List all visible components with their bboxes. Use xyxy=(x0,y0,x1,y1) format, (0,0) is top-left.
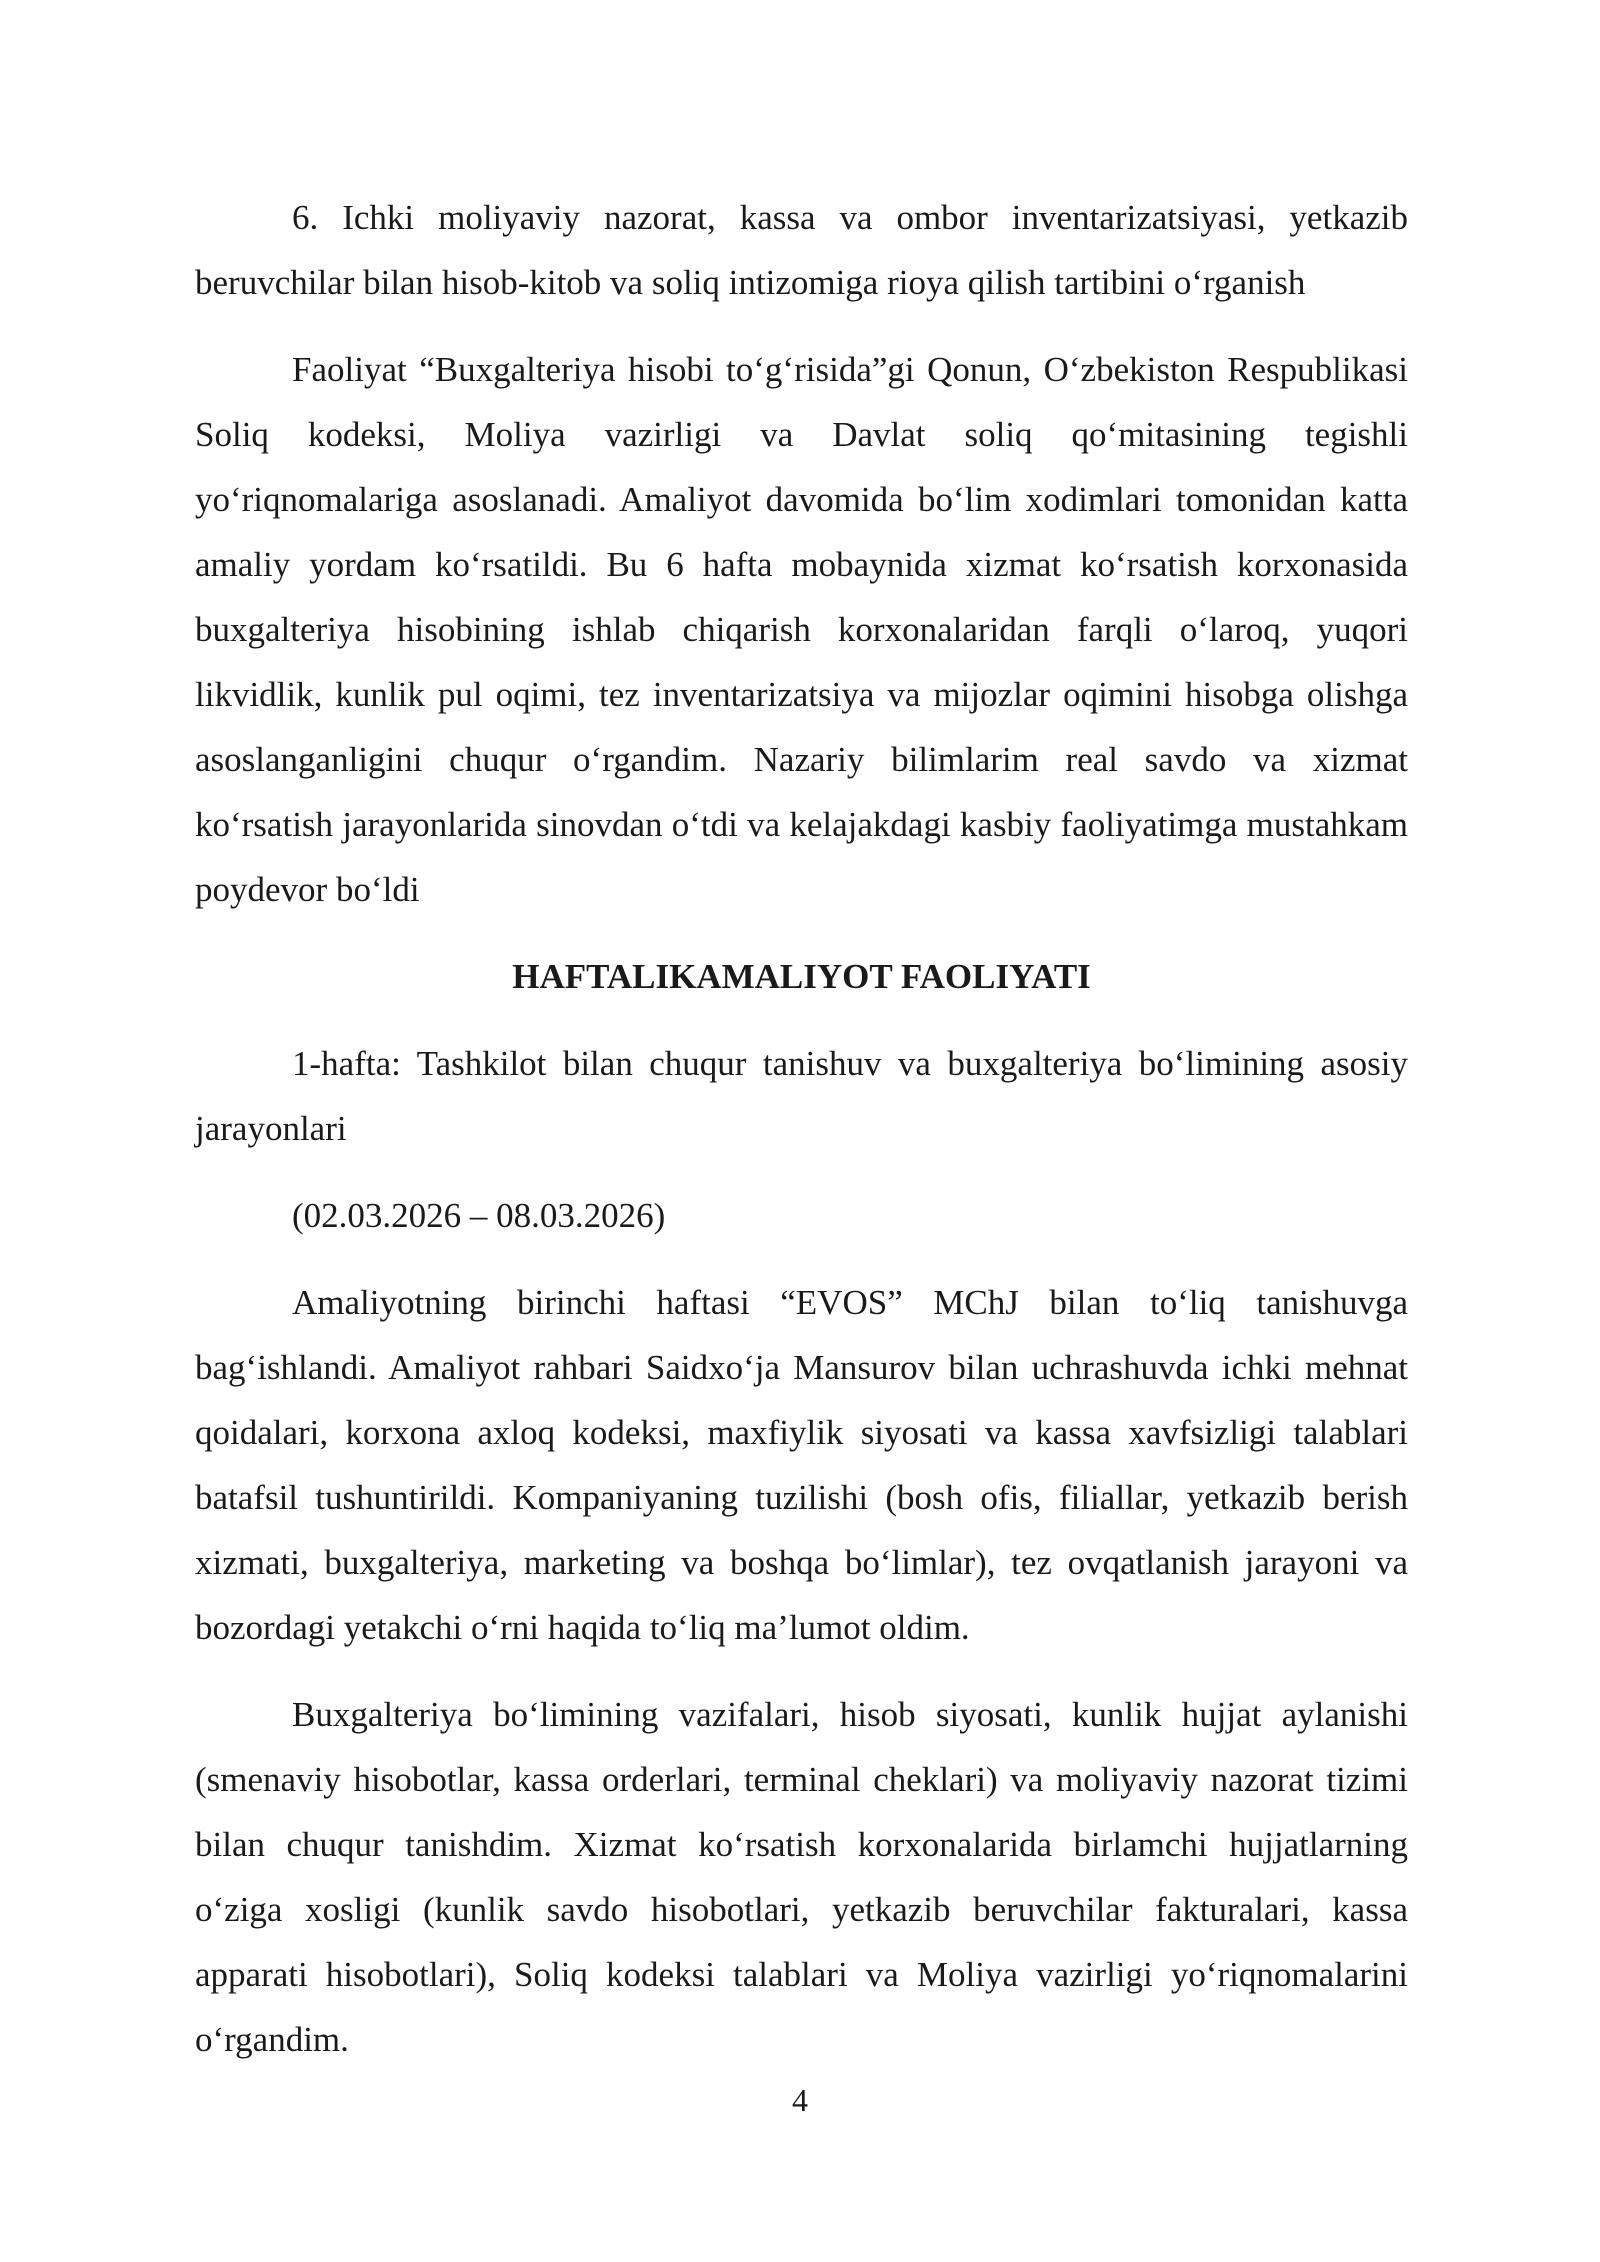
week-title: 1-hafta: Tashkilot bilan chuqur tanishuv va buxgalteriya bo‘limining asosiy jarayonlari xyxy=(195,1044,1408,1148)
paragraph-activity-basis: Faoliyat “Buxgalteriya hisobi to‘g‘risida”gi Qonun, O‘zbekiston Respublikasi Soliq kodeksi, Moliya vazirligi va Davlat soliq qo‘mitasining tegishli yo‘riqnomalariga asoslanadi. Amaliyot davomida bo‘lim xodimlari tomonidan katta amaliy yordam ko‘rsatildi. Bu 6 hafta mobaynida xizmat ko‘rsatish korxonasida buxgalteriya hisobining ishlab chiqarish korxonalaridan farqli o‘laroq, yuqori likvidlik, kunlik pul oqimi, tez inventarizatsiya va mijozlar oqimini hisobga olishga asoslanganligini chuqur o‘rgandim. Nazariy bilimlarim real savdo va xizmat ko‘rsatish jarayonlarida sinovdan o‘tdi va kelajakdagi kasbiy faoliyatimga mustahkam poydevor bo‘ldi xyxy=(195,350,1408,909)
section-heading: HAFTALIKAMALIYOT FAOLIYATI xyxy=(512,957,1091,996)
week-dates: (02.03.2026 – 08.03.2026) xyxy=(292,1196,666,1235)
paragraph-week1-accounting: Buxgalteriya bo‘limining vazifalari, hisob siyosati, kunlik hujjat aylanishi (smenaviy hisobotlar, kassa orderlari, terminal cheklari) va moliyaviy nazorat tizimi bilan chuqur tanishdim. Xizmat ko‘rsatish korxonalarida birlamchi hujjatlarning o‘ziga xosligi (kunlik savdo hisobotlari, yetkazib beruvchilar fakturalari, kassa apparati hisobotlari), Soliq kodeksi talablari va Moliya vazirligi yo‘riqnomalarini o‘rgandim. xyxy=(195,1695,1408,2059)
page-number: 4 xyxy=(792,2082,808,2118)
document-page xyxy=(195,185,1408,2094)
paragraph-objective-6: 6. Ichki moliyaviy nazorat, kassa va ombor inventarizatsiyasi, yetkazib beruvchilar bilan hisob-kitob va soliq intizomiga rioya qilish tartibini o‘rganish xyxy=(195,198,1408,302)
paragraph-week1-intro: Amaliyotning birinchi haftasi “EVOS” MChJ bilan to‘liq tanishuvga bag‘ishlandi. Amaliyot rahbari Saidxo‘ja Mansurov bilan uchrashuvda ichki mehnat qoidalari, korxona axloq kodeksi, maxfiylik siyosati va kassa xavfsizligi talablari batafsil tushuntirildi. Kompaniyaning tuzilishi (bosh ofis, filiallar, yetkazib berish xizmati, buxgalteriya, marketing va boshqa bo‘limlar), tez ovqatlanish jarayoni va bozordagi yetakchi o‘rni haqida to‘liq ma’lumot oldim. xyxy=(195,1283,1408,1647)
